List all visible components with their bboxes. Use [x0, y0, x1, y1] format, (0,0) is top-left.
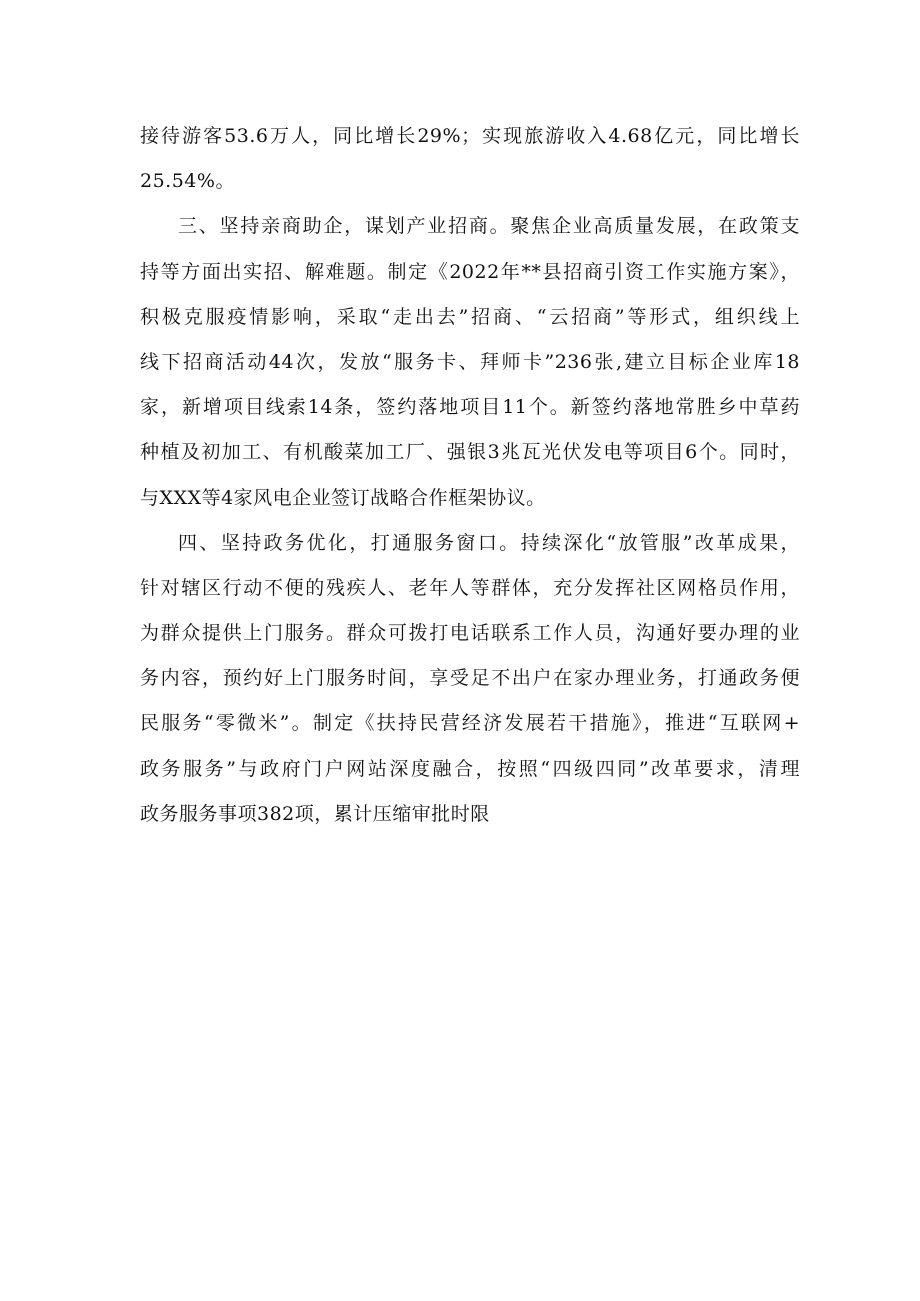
text-line: 与XXX等4家风电企业签订战略合作框架协议。 — [140, 486, 546, 509]
text-line: 四、坚持政务优化，打通服务窗口。持续深化“放管服”改革成果， — [178, 531, 800, 554]
text-line: 线下招商活动44次，发放“服务卡、拜师卡”236张,建立目标企业库18 — [140, 350, 800, 373]
text-line: 25.54%。 — [140, 170, 235, 193]
document-body — [140, 114, 800, 837]
text-line: 积极克服疫情影响，采取“走出去”招商、“云招商”等形式，组织线上 — [140, 305, 800, 328]
paragraph-government-services — [140, 521, 800, 837]
text-line: 接待游客53.6万人，同比增长29%；实现旅游收入4.68亿元，同比增长 — [140, 125, 800, 147]
text-line: 民服务“零微米”。制定《扶持民营经济发展若干措施》，推进“互联网+ — [140, 712, 800, 735]
text-line: 针对辖区行动不便的残疾人、老年人等群体，充分发挥社区网格员作用， — [140, 576, 800, 599]
text-line: 务内容，预约好上门服务时间，享受足不出户在家办理业务，打通政务便 — [140, 667, 800, 690]
text-line: 为群众提供上门服务。群众可拨打电话联系工作人员，沟通好要办理的业 — [140, 622, 800, 645]
text-line: 政务服务”与政府门户网站深度融合，按照“四级四同”改革要求，清理 — [140, 757, 800, 780]
text-line: 持等方面出实招、解难题。制定《2022年**县招商引资工作实施方案》， — [140, 260, 800, 283]
text-line: 家，新增项目线索14条，签约落地项目11个。新签约落地常胜乡中草药 — [140, 396, 800, 419]
text-line: 种植及初加工、有机酸菜加工厂、强银3兆瓦光伏发电等项目6个。同时， — [140, 441, 800, 464]
text-line: 政务服务事项382项，累计压缩审批时限 — [140, 802, 490, 825]
paragraph-investment — [140, 204, 800, 520]
paragraph-tourism — [140, 114, 800, 204]
text-line: 三、坚持亲商助企，谋划产业招商。聚焦企业高质量发展，在政策支 — [178, 215, 800, 238]
